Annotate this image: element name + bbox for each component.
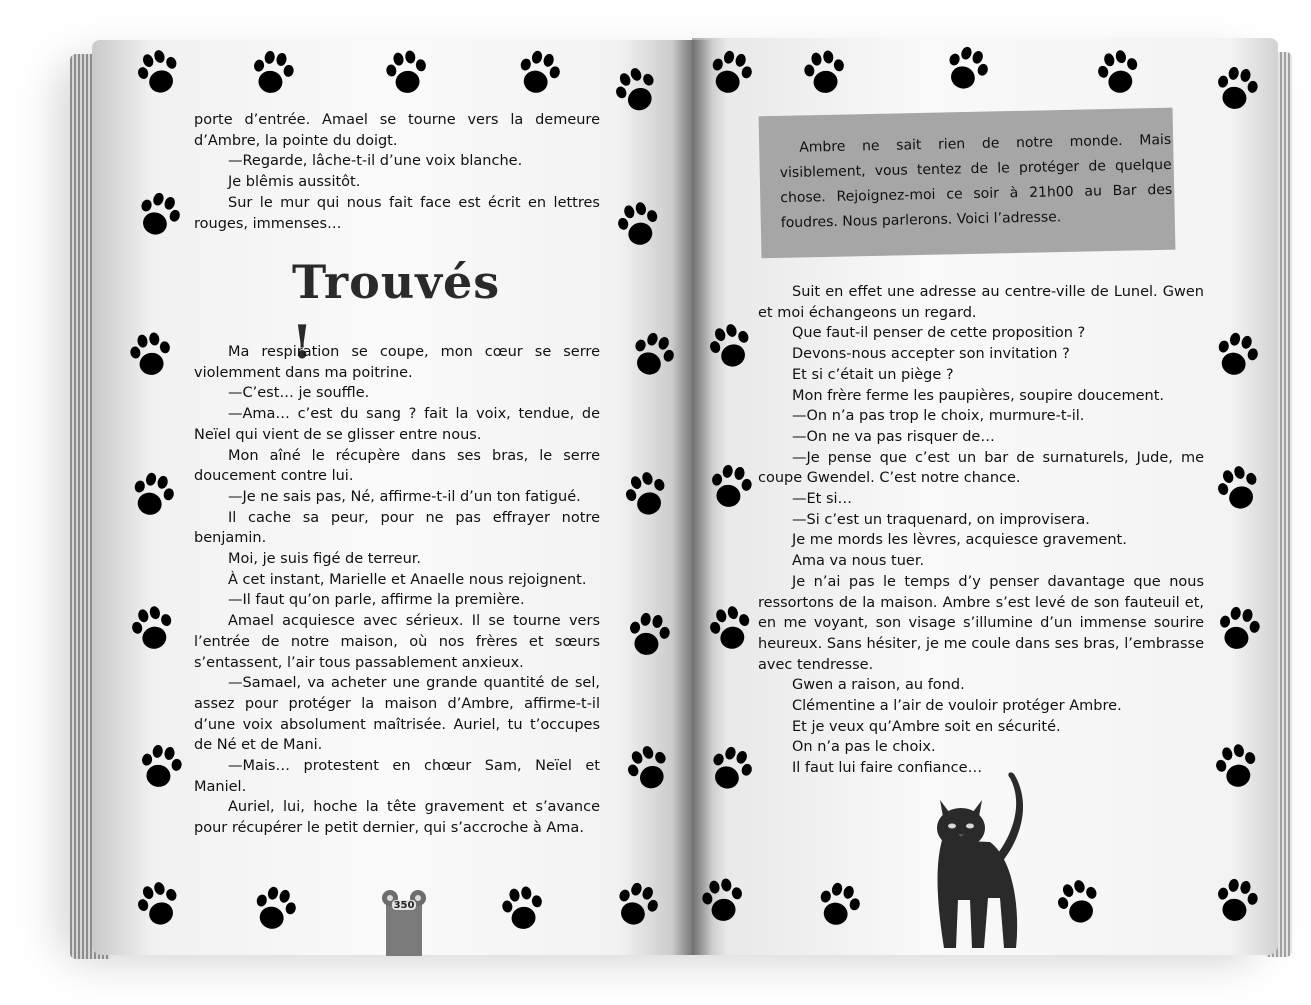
paw-print-icon	[696, 873, 748, 930]
paragraph: —Regarde, lâche-t-il d’une voix blanche.	[228, 153, 523, 170]
paragraph: Ma respiration se coupe, mon cœur se serre violemment dans ma poitrine.	[194, 344, 600, 381]
paragraph: Et si c’était un piège ?	[792, 366, 954, 383]
left-page-opening-text	[194, 110, 600, 234]
paragraph: Mon aîné le récupère dans ses bras, le serre doucement contre lui.	[194, 447, 600, 485]
paragraph: —On n’a pas trop le choix, murmure-t-il.	[792, 408, 1085, 425]
page-number: 350	[393, 900, 415, 911]
paragraph: Que faut-il penser de cette proposition ?	[792, 325, 1086, 342]
paragraph: Clémentine a l’air de vouloir protéger Ambre.	[792, 698, 1122, 715]
paragraph: Mon frère ferme les paupières, soupire doucement.	[792, 387, 1165, 404]
paragraph: Il faut lui faire confiance…	[792, 760, 983, 777]
black-cat-icon	[930, 770, 1040, 950]
letter-text: Ambre ne sait rien de notre monde. Mais visiblement, vous tentez de le protéger de quelque chose. Rejoignez-moi ce soir à 21h00 au Bar des foudres. Nous parlerons. Voici l’adresse.	[779, 131, 1173, 232]
paragraph: —Samael, va acheter une grande quantité de sel, assez pour protéger la maison d’Ambre, affirme-t-il d’une voix absolument maîtrisée. Auriel, tu t’occupes de Né et de Mani.	[194, 675, 600, 754]
paragraph: —Mais… protestent en chœur Sam, Neïel et Maniel.	[194, 758, 600, 795]
paragraph: Gwen a raison, au fond.	[792, 677, 965, 694]
paw-print-icon	[246, 45, 298, 102]
graffiti-title: Trouvés !	[292, 255, 501, 369]
paragraph: —Et si…	[792, 491, 853, 508]
paragraph: Je me mords les lèvres, acquiesce gravement.	[792, 532, 1127, 549]
paragraph: Auriel, lui, hoche la tête gravement et s’avance pour récupérer le petit dernier, qui s’accroche à Ama.	[194, 799, 600, 837]
right-page-body-text	[758, 282, 1204, 779]
cat-peeking-icon	[380, 886, 428, 956]
paragraph: Il cache sa peur, pour ne pas effrayer notre benjamin.	[194, 509, 600, 547]
page-number-badge	[380, 886, 428, 956]
left-page-body-text	[194, 342, 600, 839]
paragraph: Moi, je suis figé de terreur.	[228, 551, 422, 568]
paw-print-icon	[134, 739, 186, 796]
paragraph: —Si c’est un traquenard, on improvisera.	[792, 511, 1090, 528]
paragraph: À cet instant, Marielle et Anaelle nous rejoignent.	[228, 571, 587, 588]
paragraph: Je n’ai pas le temps d’y penser davantage que nous ressortons de la maison. Ambre s’est levé de son fauteuil et, en me voyant, son visage s’illumine d’un immense sourire heureux. Sans hésiter, je me coule dans ses bras, l’embrasse avec tendresse.	[758, 573, 1204, 673]
paragraph: Sur le mur qui nous fait face est écrit en lettres rouges, immenses…	[194, 194, 600, 232]
paw-print-icon	[124, 327, 176, 384]
paw-print-icon	[622, 607, 674, 664]
paragraph: Et je veux qu’Ambre soit en sécurité.	[792, 718, 1061, 735]
paragraph: Amael acquiesce avec sérieux. Il se tourne vers l’entrée de notre maison, où nos frères et sœurs s’entassent, l’air tous passablement anxieux.	[194, 613, 600, 671]
paragraph: —Je pense que c’est un bar de surnaturels, Jude, me coupe Gwendel. C’est notre chance.	[758, 449, 1204, 487]
paw-print-icon	[496, 881, 548, 938]
paragraph: —C’est… je souffle.	[228, 385, 370, 402]
paragraph: On n’a pas le choix.	[792, 739, 936, 756]
paragraph: —Ama… c’est du sang ? fait la voix, tendue, de Neïel qui vient de se glisser entre nous.	[194, 406, 600, 443]
paw-print-icon	[798, 45, 850, 102]
paw-print-icon	[1210, 61, 1262, 118]
paw-print-icon	[704, 459, 756, 516]
paw-print-icon	[1210, 873, 1262, 930]
paw-print-icon	[1212, 601, 1264, 658]
paragraph: —On ne va pas risquer de…	[792, 428, 995, 445]
paragraph: Ama va nous tuer.	[792, 553, 925, 570]
paragraph: Je blêmis aussitôt.	[228, 174, 361, 191]
paragraph: Devons-nous accepter son invitation ?	[792, 346, 1070, 363]
paragraph: Suit en effet une adresse au centre-ville de Lunel. Gwen et moi échangeons un regard.	[758, 284, 1204, 321]
paw-print-icon	[380, 45, 432, 102]
paragraph: —Il faut qu’on parle, affirme la première.	[228, 592, 525, 609]
paragraph: porte d’entrée. Amael se tourne vers la demeure d’Ambre, la pointe du doigt.	[194, 112, 600, 149]
paragraph: —Je ne sais pas, Né, affirme-t-il d’un ton fatigué.	[228, 488, 581, 505]
